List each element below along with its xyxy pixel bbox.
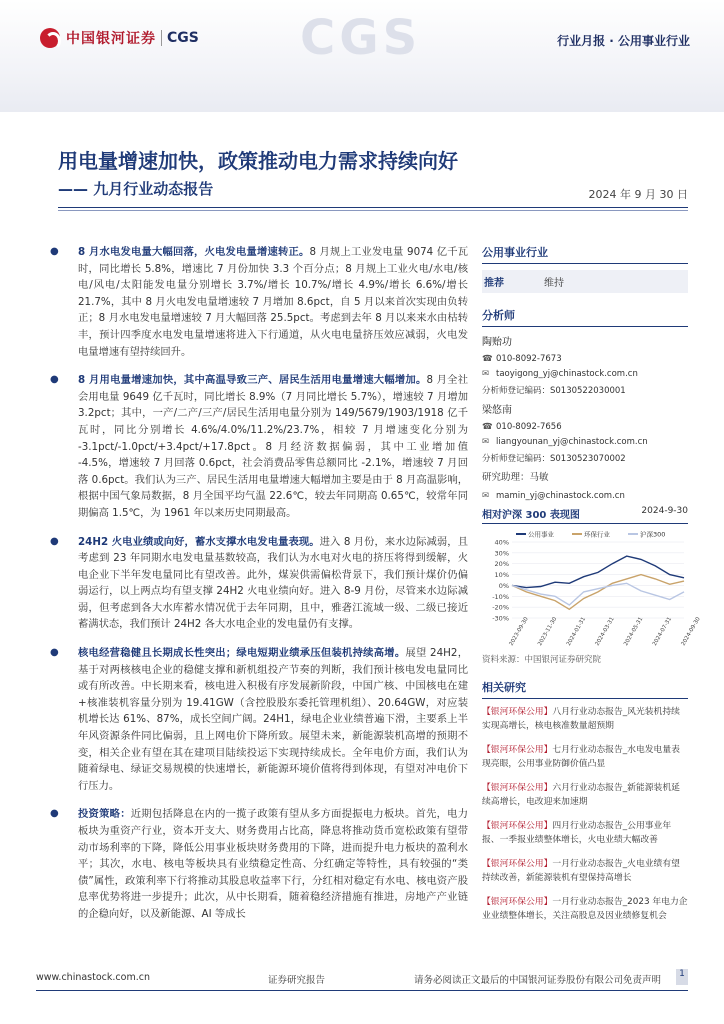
x-tick-label: 2023-09-30	[508, 616, 530, 647]
analyst-phone: 010-8092-7673	[496, 354, 562, 364]
analyst-card	[482, 401, 688, 464]
title-divider	[58, 207, 688, 208]
rating-box	[482, 270, 688, 293]
related-tag: 【银河环保公用】	[482, 821, 553, 831]
y-tick-label: 0%	[498, 581, 509, 590]
related-item[interactable]	[482, 857, 688, 885]
galaxy-logo-icon	[40, 28, 60, 48]
phone-icon: ☎	[482, 422, 493, 432]
paragraph-lead: 8 月用电量增速加快，其中高温导致三产、居民生活用电量增速大幅增加。	[78, 374, 427, 387]
x-tick-label: 2024-03-31	[594, 616, 616, 647]
analyst-email[interactable]: taoyigong_yj@chinastock.com.cn	[496, 369, 638, 379]
paragraph	[50, 534, 468, 634]
related-tag: 【银河环保公用】	[482, 859, 553, 869]
logo-chinese: 中国银河证券	[66, 31, 156, 47]
analyst-cert: 分析师登记编码：S0130523070002	[482, 454, 626, 464]
x-tick-label: 2024-07-31	[651, 616, 674, 647]
assistant-email[interactable]: mamin_yj@chinastock.com.cn	[496, 491, 625, 501]
analyst-cert: 分析师登记编码：S0130522030001	[482, 386, 626, 396]
logo-divider	[161, 30, 162, 46]
x-tick-label: 2024-05-31	[623, 616, 645, 647]
y-tick-label: 30%	[494, 549, 509, 558]
y-tick-label: 40%	[494, 538, 509, 547]
email-icon: ✉	[482, 369, 490, 379]
chart-date: 2024-9-30	[641, 506, 688, 516]
related-text: 四月行业动态报告_公用事业年报、一季报业绩整体增长，火电业绩大幅改善	[482, 821, 672, 845]
logo-english: CGS	[167, 30, 199, 46]
report-date: 2024 年 9 月 30 日	[588, 188, 688, 201]
series-line-0	[512, 556, 684, 588]
related-text: 一月行业动态报告_火电业绩有望持续改善，新能源装机有望保持高增长	[482, 859, 680, 883]
y-tick-label: -20%	[492, 603, 509, 612]
rating-value: 维持	[544, 278, 564, 289]
analyst-card	[482, 333, 688, 396]
email-icon: ✉	[482, 491, 490, 501]
related-heading: 相关研究	[482, 679, 688, 699]
legend-label: 环保行业	[584, 530, 610, 539]
chart-source: 资料来源：中国银河证券研究院	[482, 655, 602, 665]
footer-url[interactable]: www.chinastock.com.cn	[36, 972, 150, 983]
x-tick-label: 2023-11-30	[537, 616, 559, 647]
y-tick-label: -10%	[492, 592, 509, 601]
paragraph	[50, 806, 468, 922]
related-text: 八月行业动态报告_风光装机持续实现高增长，核电核准数量超预期	[482, 707, 680, 731]
paragraph-lead: 核电经营稳健且长期成长性突出；绿电短期业绩承压但装机持续高增。	[78, 647, 406, 660]
related-item[interactable]	[482, 705, 688, 733]
analyst-email[interactable]: liangyounan_yj@chinastock.com.cn	[496, 437, 648, 447]
related-tag: 【银河环保公用】	[482, 783, 553, 793]
paragraph-lead: 24H2 火电业绩或向好，蓄水支撑水电发电量表现。	[78, 535, 320, 548]
related-text: 七月行业动态报告_水电发电量表现亮眼，公用事业防御价值凸显	[482, 745, 680, 769]
paragraph-text: 8 月全社会用电量 9649 亿千瓦时，同比增长 8.9%（7 月同比增长 5.7%），增速较 7 月增加 3.2pct；其中，一产/二产/三产/居民生活用电量分别为 149/5679/1903/1918 亿千瓦时，同比分别增长 4.6%/4.0%/11.2%/23.7%，相较 7 月增速变化分别为 -3.1pct/-1.0pct/+3.4pct/+17.8pct。8 月经济数据偏弱，其中工业增加值 -4.5%，增速较 7 月回落 0.6pct，社会消费品零售总额同比 -2.1%，增速较 7 月回落 0.6pct。我们认为三产、居民生活用电量增速大幅增加主要是由于 8 月高温影响，根据中国气象局数据，8 月全国平均气温 22.6℃，较去年同期高 0.65℃，较常年同期偏高 1.5℃，为 1961 年以来历史同期最高。	[78, 374, 468, 519]
paragraph-text: 展望 24H2，基于对两核核电企业的稳健支撑和新机组投产节奏的判断，我们预计核电发电量同比或有所改善。中长期来看，核电进入积极有序发展新阶段，中国广核、中国核电在建+核准装机容量分别为 19.41GW（含控股股东委托管理机组）、20.64GW，对应装机增长达 61%、87%，成长空间广阔。24H1，绿电企业业绩普遍下滑，主要系上半年风资源条件同比偏弱，且上网电价下降所致。展望未来，新能源装机高增的预期不变，相关企业有望在其在建项目陆续投运下实现持续成长。全年电价方面，我们认为随着绿电、绿证交易规模的快速增长，新能源环境价值将得到体现，有望对冲电价下行压力。	[78, 647, 469, 792]
related-tag: 【银河环保公用】	[482, 897, 553, 907]
main-content	[50, 244, 468, 935]
related-text: 一月行业动态报告_2023 年电力企业业绩整体增长，关注高股息及因业绩修复机会	[482, 897, 688, 921]
y-tick-label: 10%	[494, 571, 509, 580]
bullet-icon: ●	[50, 246, 59, 257]
paragraph	[50, 372, 468, 521]
paragraph-text: 进入 8 月份，来水边际减弱，且考虑到 23 年同期水电发电量基数较高，我们认为水电对火电的挤压将得到缓解，火电企业下半年发电量同比有望改善。此外，煤炭供需偏松背景下，我们预计煤价仍偏弱运行，以上两点均有望支撑 24H2 火电业绩向好。进入 8-9 月份，尽管来水边际减弱，但考虑到各大水库蓄水情况优于去年同期，且中，雅砻江流域一级、二级已接近蓄满状态，我们预计 24H2 各大水电企业的发电量仍有支撑。	[78, 535, 468, 631]
rating-label: 推荐	[484, 278, 504, 289]
analyst-name: 梁悠南	[482, 405, 512, 416]
paragraph-lead: 投资策略：	[78, 808, 131, 821]
analyst-name: 陶贻功	[482, 337, 512, 348]
bullet-icon: ●	[50, 808, 59, 820]
chart-title: 相对沪深 300 表现图	[482, 510, 580, 521]
paragraph	[50, 244, 468, 360]
bullet-icon: ●	[50, 374, 59, 386]
page-number: 1	[676, 969, 688, 985]
legend-label: 沪深300	[640, 530, 666, 539]
analyst-heading: 分析师	[482, 307, 688, 327]
page-subtitle: —— 九月行业动态报告	[58, 180, 214, 198]
related-item[interactable]	[482, 819, 688, 847]
analyst-phone: 010-8092-7656	[496, 422, 562, 432]
related-item[interactable]	[482, 781, 688, 809]
footer-disclaimer: 请务必阅读正文最后的中国银河证券股份有限公司免责声明	[414, 975, 662, 986]
paragraph-text: 近期包括降息在内的一揽子政策有望从多方面提振电力板块。首先，电力板块为重资产行业，资本开支大、财务费用占比高，降息将推动货币宽松政策有望带动市场利率的下降，降低公用事业板块财务费用的下降，进而提升电力板块的盈利水平；其次，水电、核电等板块具有业绩稳定性高、分红确定等特性，具有较强的“类债”属性，政策利率下行将推动其股息收益率下行，分红相对稳定有水电、核电资产股息率优势将进一步提升；此次，从中长期看，随着稳经济措施有推进，房地产产业链的企稳向好，以及新能源、AI 等成长	[78, 808, 469, 920]
y-tick-label: -30%	[492, 614, 509, 623]
related-item[interactable]	[482, 743, 688, 771]
paragraph-lead: 8 月水电发电量大幅回落，火电发电量增速转正。	[78, 246, 310, 258]
title-divider-thin	[58, 210, 688, 211]
y-tick-label: 20%	[494, 560, 509, 569]
header-watermark: CGS	[300, 10, 422, 66]
company-logo	[40, 28, 199, 48]
related-tag: 【银河环保公用】	[482, 745, 553, 755]
email-icon: ✉	[482, 437, 490, 447]
sidebar	[482, 244, 702, 933]
chart-heading	[482, 506, 688, 524]
footer-center: 证券研究报告	[268, 975, 326, 986]
bullet-icon: ●	[50, 535, 59, 547]
phone-icon: ☎	[482, 354, 493, 364]
related-item[interactable]	[482, 895, 688, 923]
x-tick-label: 2024-09-30	[680, 616, 702, 647]
legend-label: 公用事业	[528, 530, 554, 539]
research-assistant: 研究助理：马敏	[482, 472, 549, 483]
page-title: 用电量增速加快，政策推动电力需求持续向好	[58, 149, 458, 173]
series-line-1	[512, 575, 684, 610]
related-tag: 【银河环保公用】	[482, 707, 553, 717]
paragraph	[50, 645, 468, 794]
industry-heading: 公用事业行业	[482, 244, 688, 264]
footer-divider	[36, 990, 688, 991]
related-text: 六月行业动态报告_新能源装机延续高增长，电改迎来加速期	[482, 783, 680, 807]
paragraph-text: 8 月规上工业发电量 9074 亿千瓦时，同比增长 5.8%，增速比 7 月份加快 3.3 个百分点；8 月规上工业火电/水电/核电/风电/太阳能发电量分别增长 3.7%/增长 10.7%/增长 4.9%/增长 6.6%/增长 21.7%，其中 8 月火电发电量增速较 7 月增加 8.6pct，自 5 月以来首次实现由负转正；8 月水电发电量增速较 7 月大幅回落 25.5pct。考虑到去年 8 月以来来水由枯转丰，预计四季度水电发电量增速将进入下行通道，从火电电量挤压效应减弱，火电发电量增速有望持续回升。	[78, 246, 469, 358]
relative-performance-chart	[482, 528, 702, 648]
bullet-icon: ●	[50, 647, 59, 659]
x-tick-label: 2024-01-31	[565, 616, 588, 647]
report-type: 行业月报 · 公用事业行业	[557, 34, 690, 48]
